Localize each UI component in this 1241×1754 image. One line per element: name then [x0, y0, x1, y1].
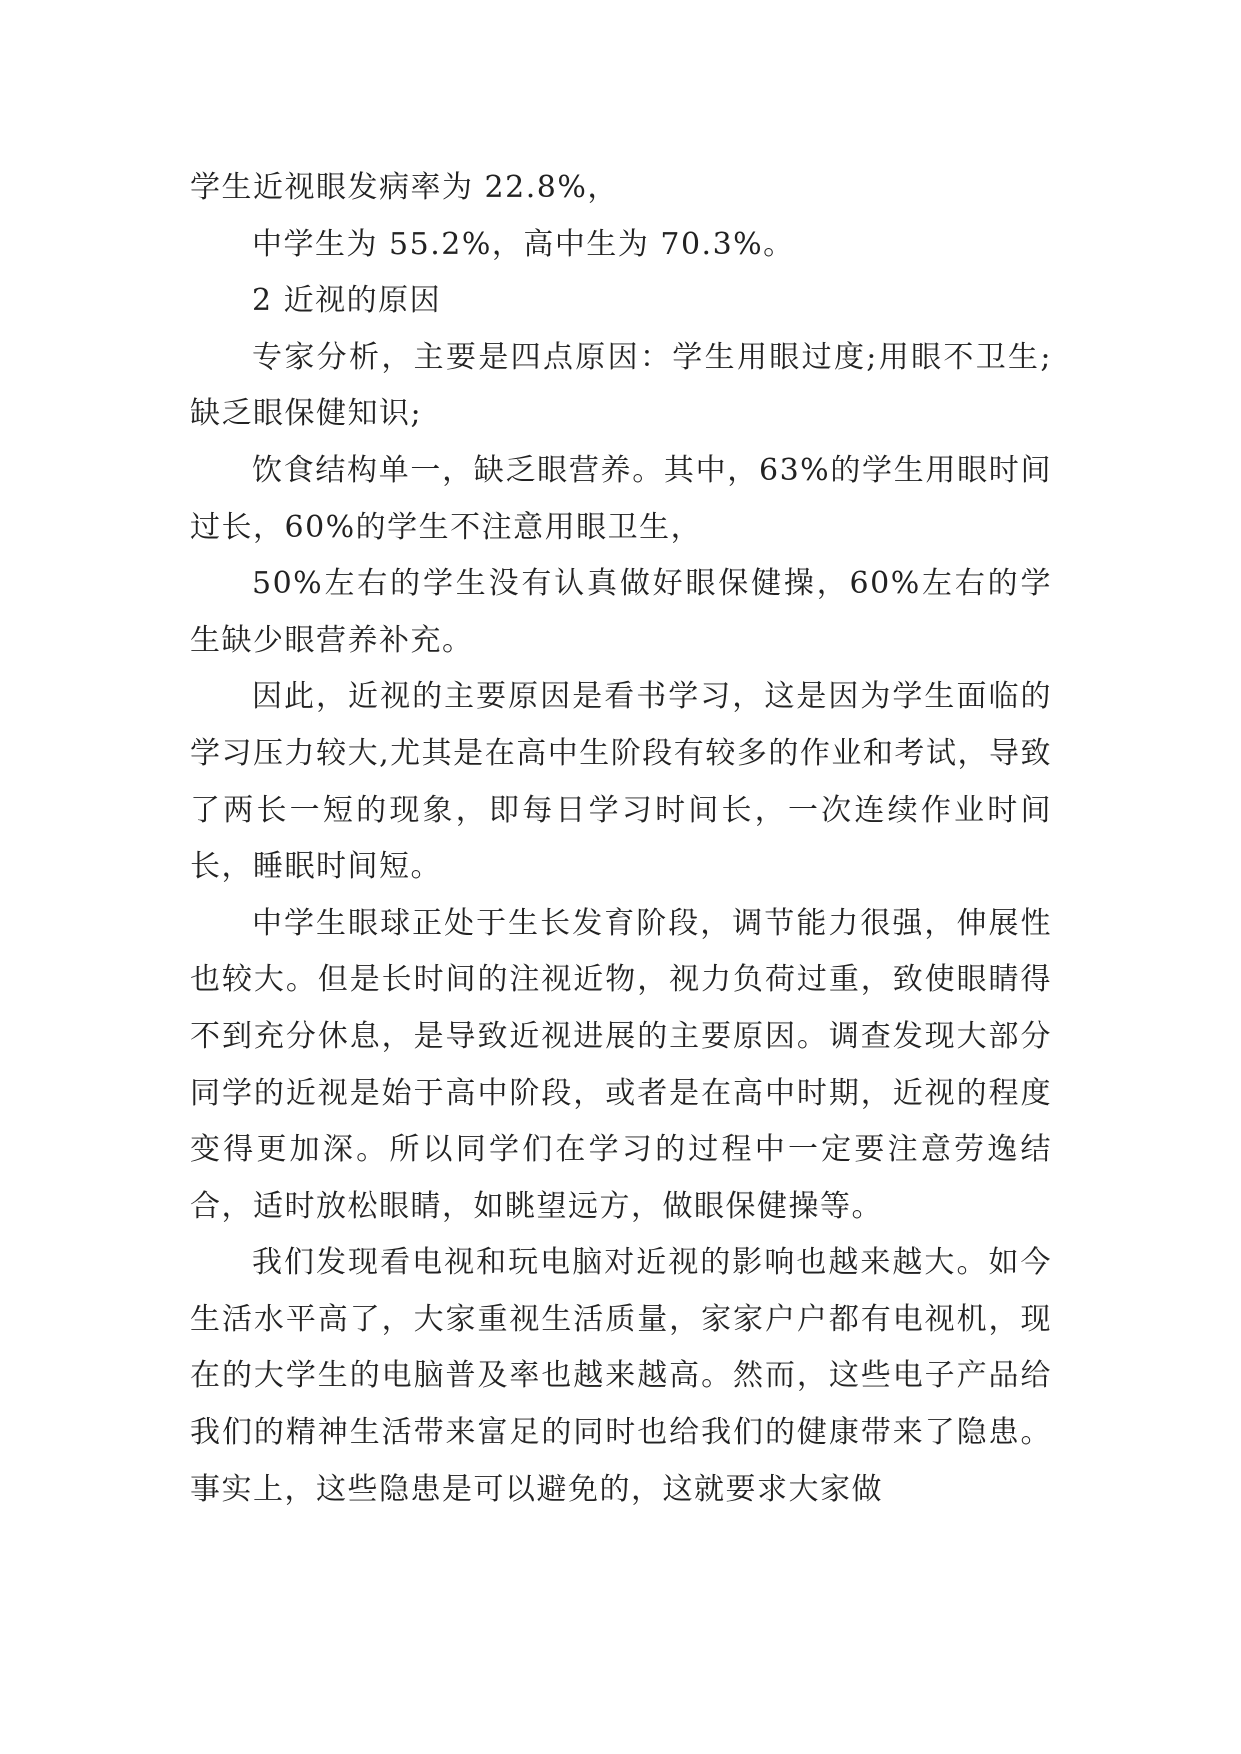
paragraph-8: 我们发现看电视和玩电脑对近视的影响也越来越大。如今生活水平高了，大家重视生活质量，家家户户都有电视机，现在的大学生的电脑普及率也越来越高。然而，这些电子产品给我们的精神生活带来富足的同时也给我们的健康带来了隐患。事实上，这些隐患是可以避免的，这就要求大家做	[190, 1245, 1052, 1507]
paragraph-3: 专家分析，主要是四点原因：学生用眼过度;用眼不卫生;缺乏眼保健知识;	[190, 339, 1052, 432]
paragraph-6: 因此，近视的主要原因是看书学习，这是因为学生面临的学习压力较大,尤其是在高中生阶段有较多的作业和考试，导致了两长一短的现象，即每日学习时间长，一次连续作业时间长，睡眠时间短。	[190, 679, 1052, 885]
section-heading: 2 近视的原因	[252, 283, 442, 319]
paragraph-7: 中学生眼球正处于生长发育阶段，调节能力很强，伸展性也较大。但是长时间的注视近物，视力负荷过重，致使眼睛得不到充分休息，是导致近视进展的主要原因。调查发现大部分同学的近视是始于高中阶段，或者是在高中时期，近视的程度变得更加深。所以同学们在学习的过程中一定要注意劳逸结合，适时放松眼睛，如眺望远方，做眼保健操等。	[190, 905, 1052, 1224]
paragraph-1: 学生近视眼发病率为 22.8%，	[190, 170, 619, 205]
paragraph-5: 50%左右的学生没有认真做好眼保健操，60%左右的学生缺少眼营养补充。	[190, 566, 1052, 658]
paragraph-2: 中学生为 55.2%，高中生为 70.3%。	[252, 226, 795, 262]
document-body	[190, 160, 1052, 1518]
paragraph-4: 饮食结构单一，缺乏眼营养。其中，63%的学生用眼时间过长，60%的学生不注意用眼卫生，	[190, 452, 1052, 545]
